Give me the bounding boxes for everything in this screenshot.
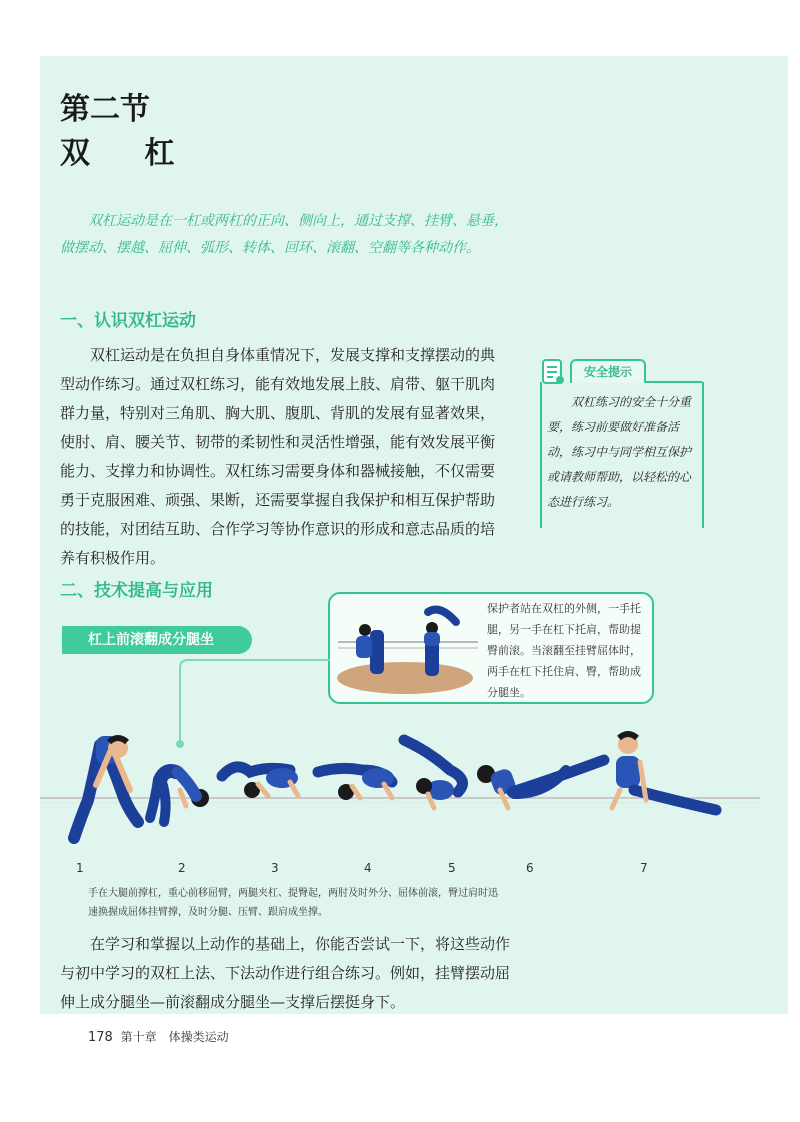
- safety-tip-text: 双杠练习的安全十分重要，练习前要做好准备活动，练习中与同学相互保护或请教师帮助，以轻松的心态进行练习。: [547, 395, 692, 509]
- step-number: 1: [76, 861, 84, 875]
- chapter-name: 第十章 体操类运动: [120, 1030, 229, 1044]
- step-number: 2: [178, 861, 186, 875]
- body-paragraph-parallel-bars: 双杠运动是在负担自身体重情况下，发展支撑和支撑摆动的典型动作练习。通过双杠练习，能有效地发展上肢、肩带、躯干肌肉群力量，特别对三角肌、胸大肌、腹肌、背肌的发展有显著效果，使肘、肩、腰关节、韧带的柔韧性和灵活性增强，能有效发展平衡能力、支撑力和协调性。双杠练习需要身体和器械接触，不仅需要勇于克服困难、顽强、果断，还需要掌握自我保护和相互保护帮助的技能，对团结互助、合作学习等协作意识的形成和意志品质的培养有积极作用。: [60, 346, 496, 567]
- heading-technique: 二、技术提高与应用: [60, 581, 213, 601]
- step-figure-4: [318, 768, 394, 800]
- step-figure-1: [74, 736, 138, 838]
- technique-label: 杠上前滚翻成分腿坐: [62, 626, 252, 654]
- spotting-figure: [337, 610, 478, 694]
- step-number: 4: [364, 861, 372, 875]
- step-number: 5: [448, 861, 456, 875]
- practice-paragraph: 在学习和掌握以上动作的基础上，你能否尝试一下，将这些动作与初中学习的双杠上法、下法动作进行组合练习。例如，挂臂摆动屈伸上成分腿坐—前滚翻成分腿坐—支撑后摆挺身下。: [60, 935, 511, 1011]
- connector-dot: [176, 740, 184, 748]
- step-number: 7: [640, 861, 648, 875]
- step-number: 6: [526, 861, 534, 875]
- step-number: 3: [271, 861, 279, 875]
- heading-know-parallel-bars: 一、认识双杠运动: [60, 311, 196, 331]
- technique-caption: 手在大腿前撑杠，重心前移屈臂，两腿夹杠、提臀起，两肘及时外分、屈体前滚，臀过肩时迅速换握成屈体挂臂撑，及时分腿、压臂、跟肩成坐撑。: [88, 888, 498, 918]
- step-figure-6: [477, 760, 604, 808]
- connector-line: [180, 660, 330, 744]
- step-figure-2: [150, 771, 209, 822]
- section-number: 第二节: [60, 92, 150, 127]
- step-figure-3: [222, 767, 298, 798]
- page-number: 178: [88, 1030, 113, 1045]
- page-footer: [88, 1028, 229, 1045]
- safety-tip-label: 安全提示: [570, 359, 646, 383]
- intro-paragraph: 双杠运动是在一杠或两杠的正向、侧向上，通过支撑、挂臂、悬垂，做摆动、摆越、屈伸、弧形、转体、回环、滚翻、空翻等各种动作。: [60, 213, 508, 256]
- section-subtitle: 双 杠: [60, 136, 197, 171]
- spotting-instruction: 保护者站在双杠的外侧，一手托腿，另一手在杠下托肩，帮助提臀前滚。当滚翻至挂臂屈体时，两手在杠下托住肩、臀，帮助成分腿坐。: [487, 602, 641, 699]
